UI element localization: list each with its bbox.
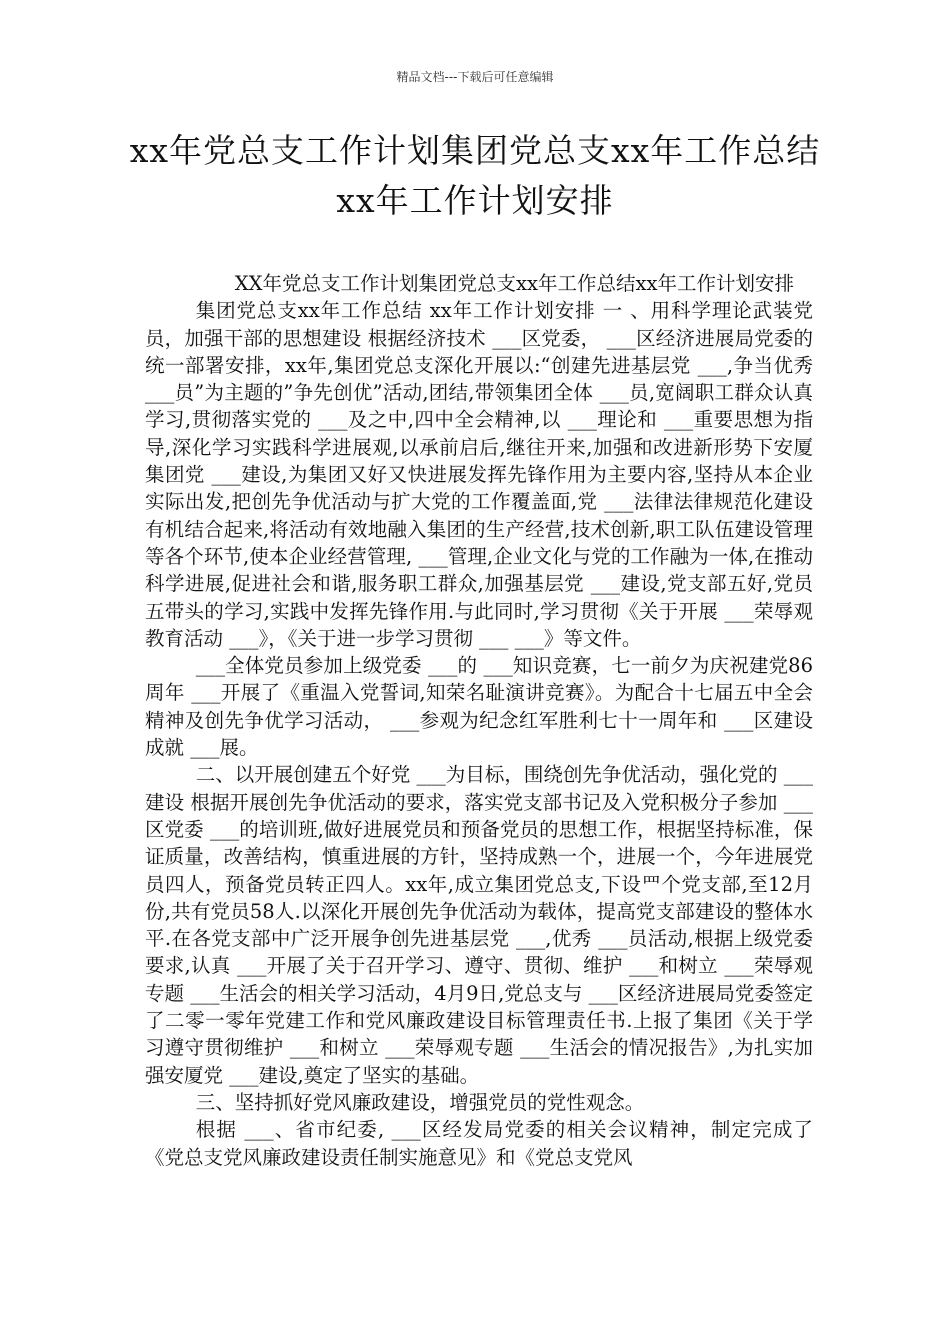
paragraph-section-three: 根据 ___、省市纪委, ___区经发局党委的相关会议精神，制定完成了《党总支党风廉政建设责任制实施意见》和《党总支党风 bbox=[145, 1118, 813, 1169]
header-note: 精品文档---下载后可任意编辑 bbox=[396, 70, 554, 84]
paragraph-section-two: 二、以开展创建五个好党 ___为目标，围绕创先争优活动，强化党的 ___建设 根据开展创先争优活动的要求，落实党支部书记及入党积极分子参加 ___区党委 ___的培训班,做好进展党员和预备党员的思想工作，根据坚持标准，保证质量，改善结构，慎重进展的方针，坚持成熟一个，进展一个，今年进展党员四人，预备党员转正四人。xx年,成立集团党总支,下设罒个党支部,至12月份,共有党员58人.以深化开展创先争优活动为载体，提高党支部建设的整体水平.在各党支部中广泛开展争创先进基层党 ___,优秀 ___员活动,根据上级党委要求,认真 ___开展了关于召开学习、遵守、贯彻、维护 ___和树立 ___荣辱观专题 ___生活会的相关学习活动，4月9日,党总支与 ___区经济进展局党委签定了二零一零年党建工作和党风廉政建设目标管理责任书.上报了集团《关于学习遵守贯彻维护 ___和树立 ___荣辱观专题 ___生活会的情况报告》,为扎实加强安厦党 ___建设,奠定了坚实的基础。 bbox=[145, 763, 813, 1087]
paragraph-section-one: 集团党总支xx年工作总结 xx年工作计划安排 一 、用科学理论武装党员，加强干部的思想建设 根据经济技术 ___区党委， ___区经济进展局党委的统一部署安排，xx年,集团党总支深化开展以:“创建先进基层党 ___,争当优秀 ___员”为主题的”争先创优”活动,团结,带领集团全体 ___员,宽阔职工群众认真学习,贯彻落实党的 ___及之中,四中全会精神,以 ___理论和 ___重要思想为指导,深化学习实践科学进展观,以承前启后,继往开来,加强和改进新形势下安厦集团党 ___建设,为集团又好又快进展发挥先锋作用为主要内容,坚持从本企业实际出发,把创先争优活动与扩大党的工作覆盖面,党 ___法律法律规范化建设有机结合起来,将活动有效地融入集团的生产经营,技术创新,职工队伍建设管理等各个环节,使本企业经营管理, ___管理,企业文化与党的工作融为一体,在推动科学进展,促进社会和谐,服务职工群众,加强基层党 ___建设,党支部五好,党员五带头的学习,实践中发挥先锋作用.与此同时,学习贯彻《关于开展 ___荣辱观教育活动 ___》，《关于进一步学习贯彻 ___ ___》等文件。 bbox=[145, 299, 813, 650]
paragraph-subtitle: XX年党总支工作计划集团党总支xx年工作总结xx年工作计划安排 bbox=[234, 272, 794, 295]
document-body bbox=[145, 270, 813, 1171]
paragraph-section-three-heading: 三、坚持抓好党风廉政建设，增强党员的党性观念。 bbox=[195, 1090, 645, 1114]
paragraph-activities: ___全体党员参加上级党委 ___的 ___知识竞赛，七一前夕为庆祝建党86周年 ___开展了《重温入党誓词,知荣名耻演讲竞赛》。为配合十七届五中全会精神及创先争优学习活动， ___参观为纪念红军胜利七十一周年和 ___区建设成就 ___展。 bbox=[145, 654, 813, 760]
document-title: xx年党总支工作计划集团党总支xx年工作总结xx年工作计划安排 bbox=[129, 131, 821, 220]
